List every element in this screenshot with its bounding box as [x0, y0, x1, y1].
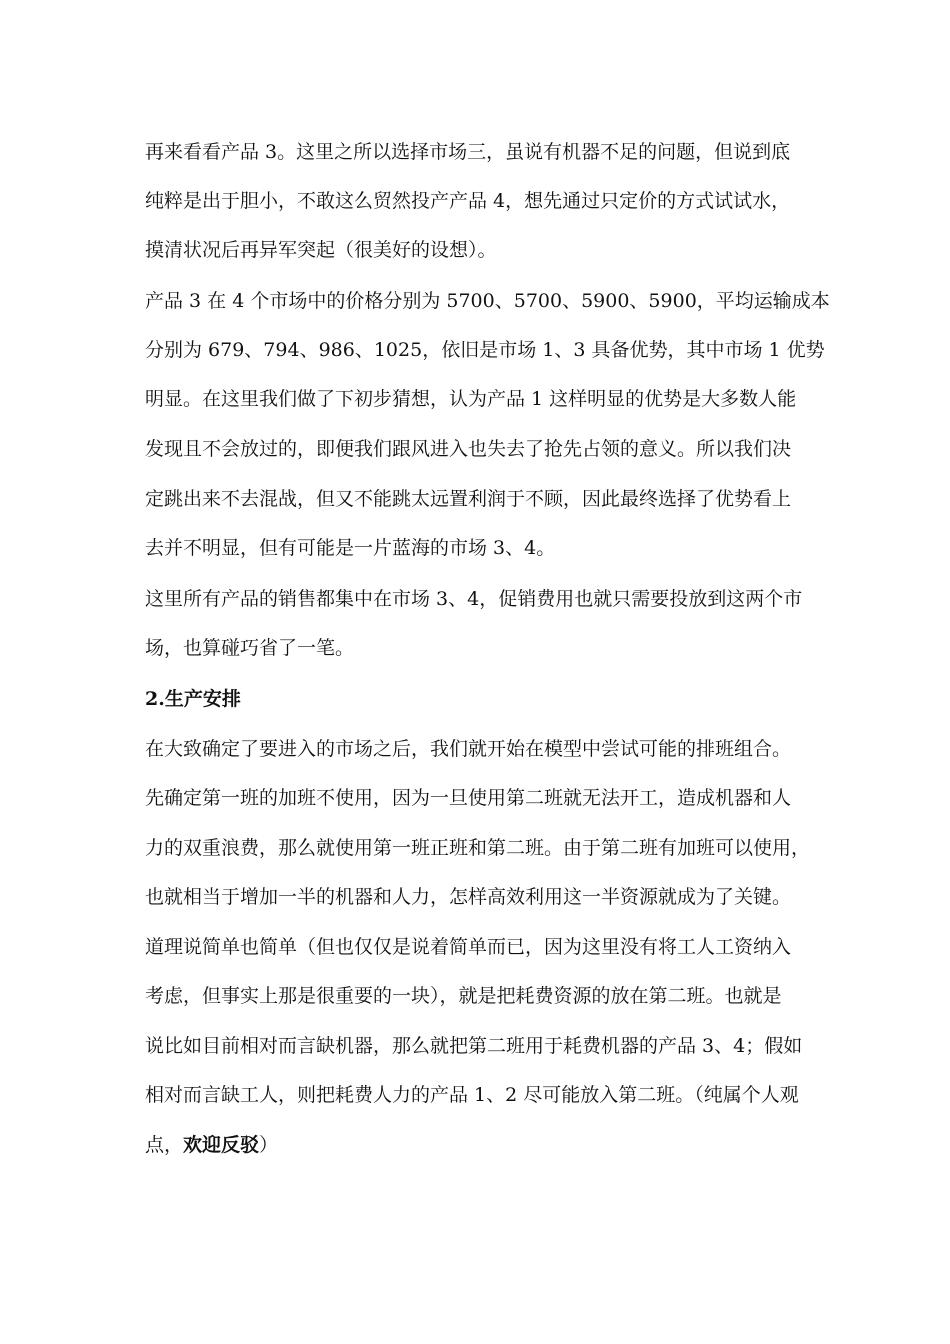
section-paragraph-line-2: 先确定第一班的加班不使用，因为一旦使用第二班就无法开工，造成机器和人	[145, 787, 792, 809]
section-paragraph-line-1: 在大致确定了要进入的市场之后，我们就开始在模型中尝试可能的排班组合。	[145, 738, 792, 760]
section-paragraph-line-6: 考虑，但事实上那是很重要的一块），就是把耗费资源的放在第二班。也就是	[145, 985, 782, 1007]
paragraph-3-line-2: 场，也算碰巧省了一笔。	[145, 637, 355, 659]
paragraph-3-line-1: 这里所有产品的销售都集中在市场 3、4，促销费用也就只需要投放到这两个市	[145, 588, 803, 610]
last-line-suffix: ）	[259, 1134, 279, 1156]
section-heading: 2.生产安排	[145, 688, 241, 710]
section-paragraph-line-7: 说比如目前相对而言缺机器，那么就把第二班用于耗费机器的产品 3、4；假如	[145, 1035, 803, 1057]
paragraph-1-line-2: 纯粹是出于胆小，不敢这么贸然投产产品 4，想先通过只定价的方式试试水，	[145, 190, 791, 212]
paragraph-2-line-4: 发现且不会放过的，即便我们跟风进入也失去了抢先占领的意义。所以我们决	[145, 438, 792, 460]
section-paragraph-line-4: 也就相当于增加一半的机器和人力，怎样高效利用这一半资源就成为了关键。	[145, 886, 792, 908]
paragraph-1-line-3: 摸清状况后再异军突起（很美好的设想）。	[145, 239, 497, 261]
paragraph-1-line-1: 再来看看产品 3。这里之所以选择市场三，虽说有机器不足的问题，但说到底	[145, 141, 791, 163]
last-line-bold: 欢迎反驳	[183, 1134, 260, 1156]
last-line-prefix: 点，	[145, 1134, 184, 1156]
paragraph-2-line-2: 分别为 679、794、986、1025，依旧是市场 1、3 具备优势，其中市场 1 优势	[145, 339, 825, 361]
section-paragraph-line-9	[145, 1132, 825, 1158]
section-paragraph-line-8: 相对而言缺工人，则把耗费人力的产品 1、2 尽可能放入第二班。（纯属个人观	[145, 1084, 799, 1106]
section-paragraph-line-5: 道理说简单也简单（但也仅仅是说着简单而已，因为这里没有将工人工资纳入	[145, 936, 792, 958]
paragraph-2-line-1: 产品 3 在 4 个市场中的价格分别为 5700、5700、5900、5900，平均运输成本	[145, 290, 830, 312]
section-paragraph-line-3: 力的双重浪费，那么就使用第一班正班和第二班。由于第二班有加班可以使用，	[145, 837, 811, 859]
paragraph-2-line-5: 定跳出来不去混战，但又不能跳太远置利润于不顾，因此最终选择了优势看上	[145, 488, 792, 510]
paragraph-2-line-3: 明显。在这里我们做了下初步猜想，认为产品 1 这样明显的优势是大多数人能	[145, 388, 797, 410]
paragraph-2-line-6: 去并不明显，但有可能是一片蓝海的市场 3、4。	[145, 537, 556, 559]
